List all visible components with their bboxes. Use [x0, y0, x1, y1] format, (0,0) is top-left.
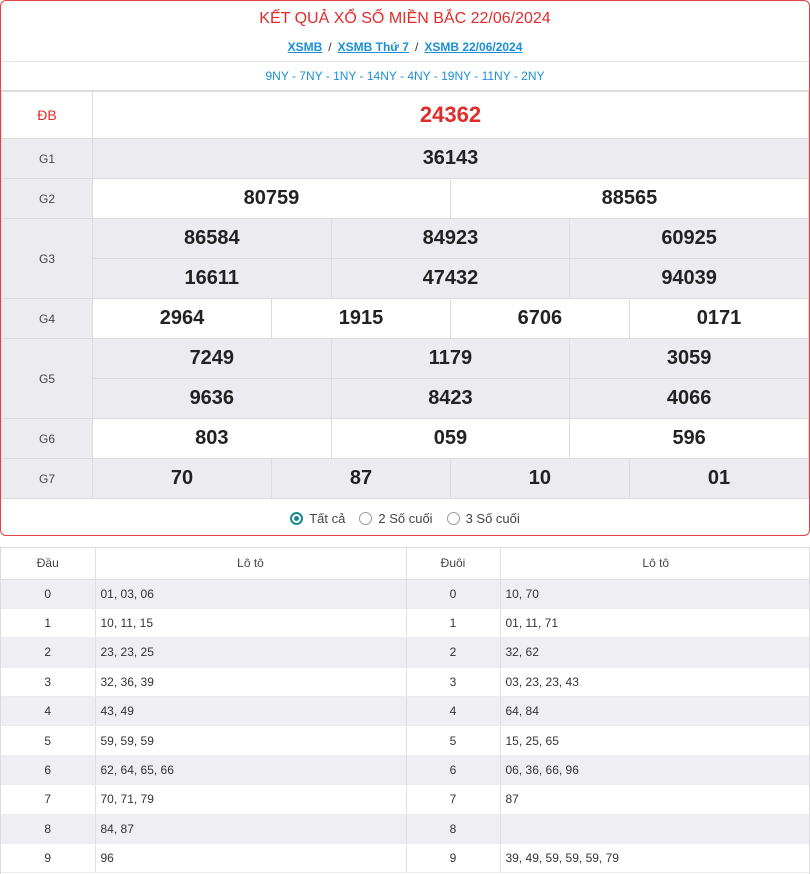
loto-row — [1, 638, 810, 667]
digit-filter — [1, 499, 809, 536]
filter-option-all[interactable] — [290, 511, 345, 526]
prize-number-g7: 70 — [93, 459, 272, 499]
loto-header-values: Lô tô — [500, 548, 810, 579]
loto-row — [1, 697, 810, 726]
loto-tail-values: 03, 23, 23, 43 — [500, 667, 810, 696]
prize-row-g1 — [2, 139, 809, 179]
loto-panel — [0, 547, 810, 874]
prize-row-g3 — [2, 259, 809, 299]
loto-head-values: 96 — [95, 844, 406, 873]
prize-number-g7: 01 — [629, 459, 808, 499]
loto-tail-values: 01, 11, 71 — [500, 608, 810, 637]
breadcrumb-separator: / — [414, 40, 419, 54]
loto-tail-values: 64, 84 — [500, 697, 810, 726]
prize-number-g4: 6706 — [450, 299, 629, 339]
loto-tail-values: 87 — [500, 785, 810, 814]
breadcrumb — [1, 35, 809, 61]
prize-number-g3: 94039 — [570, 259, 809, 299]
loto-head-digit: 5 — [1, 726, 95, 755]
prize-label-g5: G5 — [2, 339, 93, 419]
loto-head-digit: 6 — [1, 755, 95, 784]
loto-row — [1, 579, 810, 608]
loto-row — [1, 814, 810, 843]
prize-number-g1: 36143 — [93, 139, 809, 179]
loto-row — [1, 785, 810, 814]
prize-label-g1: G1 — [2, 139, 93, 179]
loto-head-values: 10, 11, 15 — [95, 608, 406, 637]
loto-tail-digit: 9 — [406, 844, 500, 873]
loto-head-digit: 2 — [1, 638, 95, 667]
prize-row-g5 — [2, 339, 809, 379]
prize-number-g7: 87 — [271, 459, 450, 499]
prize-label-g6: G6 — [2, 419, 93, 459]
loto-header-values: Lô tô — [95, 548, 406, 579]
draw-codes: 9NY - 7NY - 1NY - 14NY - 4NY - 19NY - 11NY - 2NY — [1, 61, 809, 91]
filter-option-last-3[interactable] — [447, 511, 520, 526]
loto-head-values: 23, 23, 25 — [95, 638, 406, 667]
loto-row — [1, 667, 810, 696]
prize-number-g3: 84923 — [331, 219, 570, 259]
loto-tail-digit: 8 — [406, 814, 500, 843]
prize-row-g5 — [2, 379, 809, 419]
loto-tail-digit: 0 — [406, 579, 500, 608]
prize-row-db — [2, 92, 809, 139]
loto-tail-digit: 7 — [406, 785, 500, 814]
loto-head-digit: 0 — [1, 579, 95, 608]
prize-row-g2 — [2, 179, 809, 219]
filter-option-last-2[interactable] — [359, 511, 432, 526]
prize-number-g5: 7249 — [93, 339, 332, 379]
loto-tail-values: 39, 49, 59, 59, 59, 79 — [500, 844, 810, 873]
link-xsmb[interactable]: XSMB — [287, 40, 323, 54]
loto-head-digit: 7 — [1, 785, 95, 814]
radio-checked-icon[interactable] — [290, 512, 303, 525]
loto-head-values: 01, 03, 06 — [95, 579, 406, 608]
prize-number-g5: 1179 — [331, 339, 570, 379]
loto-tail-values — [500, 814, 810, 843]
page-title: KẾT QUẢ XỔ SỐ MIỀN BẮC 22/06/2024 — [259, 10, 551, 27]
prize-number-g2: 88565 — [450, 179, 808, 219]
loto-tail-values: 15, 25, 65 — [500, 726, 810, 755]
filter-option-label: 3 Số cuối — [465, 510, 520, 526]
prize-label-g3: G3 — [2, 219, 93, 299]
prize-number-g3: 86584 — [93, 219, 332, 259]
prize-number-g3: 47432 — [331, 259, 570, 299]
loto-row — [1, 608, 810, 637]
prize-number-g3: 60925 — [570, 219, 809, 259]
loto-table — [1, 548, 810, 873]
loto-head-digit: 8 — [1, 814, 95, 843]
loto-header-tail: Đuôi — [406, 548, 500, 579]
filter-option-label: 2 Số cuối — [378, 510, 433, 526]
prize-row-g3 — [2, 219, 809, 259]
loto-head-digit: 3 — [1, 667, 95, 696]
prize-number-g4: 0171 — [629, 299, 808, 339]
loto-head-values: 32, 36, 39 — [95, 667, 406, 696]
prize-number-g6: 059 — [331, 419, 570, 459]
radio-unchecked-icon[interactable] — [359, 512, 372, 525]
prize-number-g6: 803 — [93, 419, 332, 459]
loto-tail-digit: 1 — [406, 608, 500, 637]
loto-head-digit: 1 — [1, 608, 95, 637]
prize-number-g5: 4066 — [570, 379, 809, 419]
loto-tail-values: 32, 62 — [500, 638, 810, 667]
prize-number-g4: 2964 — [93, 299, 272, 339]
prize-row-g6 — [2, 419, 809, 459]
results-table — [1, 91, 809, 499]
prize-number-g4: 1915 — [271, 299, 450, 339]
loto-tail-digit: 6 — [406, 755, 500, 784]
prize-number-g5: 8423 — [331, 379, 570, 419]
prize-number-g2: 80759 — [93, 179, 451, 219]
loto-row — [1, 726, 810, 755]
breadcrumb-separator: / — [328, 40, 332, 54]
prize-number-g3: 16611 — [93, 259, 332, 299]
loto-tail-digit: 5 — [406, 726, 500, 755]
loto-head-digit: 4 — [1, 697, 95, 726]
loto-header-row — [1, 548, 810, 579]
prize-label-g4: G4 — [2, 299, 93, 339]
loto-tail-digit: 3 — [406, 667, 500, 696]
loto-header-head: Đầu — [1, 548, 95, 579]
loto-row — [1, 755, 810, 784]
prize-label-db: ĐB — [2, 92, 93, 139]
prize-number-g7: 10 — [450, 459, 629, 499]
prize-number-g6: 596 — [570, 419, 809, 459]
prize-row-g7 — [2, 459, 809, 499]
loto-head-values: 70, 71, 79 — [95, 785, 406, 814]
prize-label-g2: G2 — [2, 179, 93, 219]
loto-head-values: 62, 64, 65, 66 — [95, 755, 406, 784]
link-xsmb-thu7[interactable]: XSMB Thứ 7 — [337, 40, 409, 54]
loto-row — [1, 844, 810, 873]
radio-unchecked-icon[interactable] — [447, 512, 460, 525]
loto-tail-values: 06, 36, 66, 96 — [500, 755, 810, 784]
prize-number-g5: 3059 — [570, 339, 809, 379]
loto-head-digit: 9 — [1, 844, 95, 873]
loto-head-values: 59, 59, 59 — [95, 726, 406, 755]
loto-head-values: 84, 87 — [95, 814, 406, 843]
filter-option-label: Tất cả — [309, 510, 346, 526]
prize-label-g7: G7 — [2, 459, 93, 499]
loto-head-values: 43, 49 — [95, 697, 406, 726]
prize-number-g5: 9636 — [93, 379, 332, 419]
prize-number-db: 24362 — [93, 92, 809, 139]
loto-tail-digit: 4 — [406, 697, 500, 726]
prize-row-g4 — [2, 299, 809, 339]
loto-tail-digit: 2 — [406, 638, 500, 667]
loto-tail-values: 10, 70 — [500, 579, 810, 608]
link-xsmb-date[interactable]: XSMB 22/06/2024 — [424, 40, 523, 54]
